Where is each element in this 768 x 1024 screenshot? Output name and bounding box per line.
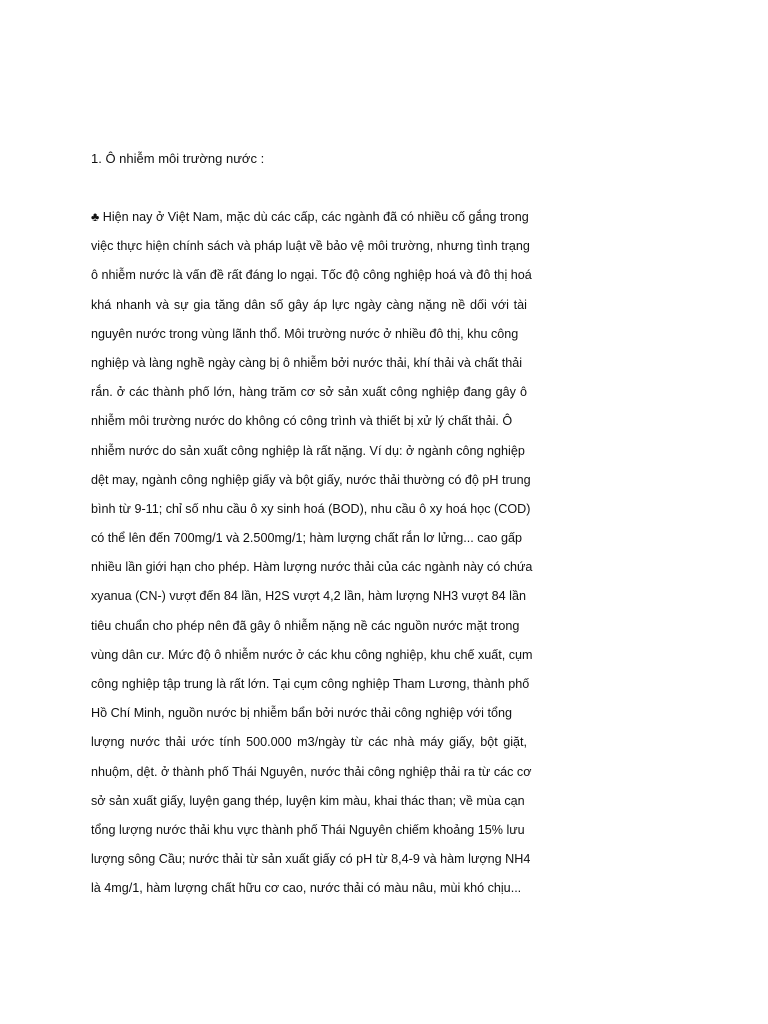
section-heading: 1. Ô nhiễm môi trường nước :: [91, 151, 265, 166]
paragraph-line: lượng sông Cầu; nước thải từ sản xuất giấy có pH từ 8,4-9 và hàm lượng NH4: [91, 852, 531, 867]
paragraph-line: nhuộm, dệt. ở thành phố Thái Nguyên, nước thải công nghiệp thải ra từ các cơ: [91, 764, 532, 779]
paragraph-line: nhiễm môi trường nước do không có công trình và thiết bị xử lý chất thải. Ô: [91, 414, 513, 429]
paragraph-line: nhiều lần giới hạn cho phép. Hàm lượng nước thải của các ngành này có chứa: [91, 560, 533, 575]
paragraph-line: tổng lượng nước thải khu vực thành phố Thái Nguyên chiếm khoảng 15% lưu: [91, 822, 525, 837]
paragraph-line: vùng dân cư. Mức độ ô nhiễm nước ở các khu công nghiệp, khu chế xuất, cụm: [91, 647, 533, 662]
paragraph-line: dệt may, ngành công nghiệp giấy và bột giấy, nước thải thường có độ pH trung: [91, 472, 531, 487]
body-paragraph: [91, 207, 533, 908]
paragraph-line: nghiệp và làng nghề ngày càng bị ô nhiễm bởi nước thải, khí thải và chất thải: [91, 355, 523, 370]
paragraph-line: xyanua (CN-) vượt đến 84 lần, H2S vượt 4,2 lần, hàm lượng NH3 vượt 84 lần: [91, 589, 526, 604]
paragraph-line: bình từ 9-11; chỉ số nhu cầu ô xy sinh hoá (BOD), nhu cầu ô xy hoá học (COD): [91, 501, 531, 516]
paragraph-line: có thể lên đến 700mg/1 và 2.500mg/1; hàm lượng chất rắn lơ lửng... cao gấp: [91, 531, 523, 546]
paragraph-line: khá nhanh và sự gia tăng dân số gây áp lực ngày càng nặng nề dối với tài: [91, 297, 527, 312]
paragraph-line: Hồ Chí Minh, nguồn nước bị nhiễm bẩn bởi nước thải công nghiệp với tổng: [91, 706, 512, 721]
paragraph-line: công nghiệp tập trung là rất lớn. Tại cụm công nghiệp Tham Lương, thành phố: [91, 677, 530, 691]
paragraph-line: sở sản xuất giấy, luyện gang thép, luyện kim màu, khai thác than; về mùa cạn: [91, 793, 525, 808]
paragraph-line: tiêu chuẩn cho phép nên đã gây ô nhiễm nặng nề các nguồn nước mặt trong: [91, 618, 520, 633]
paragraph-line: là 4mg/1, hàm lượng chất hữu cơ cao, nước thải có màu nâu, mùi khó chịu...: [91, 881, 522, 896]
paragraph-line: ♣ Hiện nay ở Việt Nam, mặc dù các cấp, các ngành đã có nhiều cố gắng trong: [91, 210, 529, 224]
paragraph-line: nguyên nước trong vùng lãnh thổ. Môi trường nước ở nhiều đô thị, khu công: [91, 326, 519, 341]
paragraph-line: nhiễm nước do sản xuất công nghiệp là rất nặng. Ví dụ: ở ngành công nghiệp: [91, 443, 525, 458]
paragraph-line: ô nhiễm nước là vấn đề rất đáng lo ngại. Tốc độ công nghiệp hoá và đô thị hoá: [91, 268, 532, 283]
paragraph-line: rắn. ở các thành phố lớn, hàng trăm cơ sở sản xuất công nghiệp đang gây ô: [91, 385, 527, 400]
paragraph-line: việc thực hiện chính sách và pháp luật về bảo vệ môi trường, nhưng tình trạng: [91, 239, 530, 254]
paragraph-line: lượng nước thải ước tính 500.000 m3/ngày từ các nhà máy giấy, bột giặt,: [91, 735, 527, 750]
